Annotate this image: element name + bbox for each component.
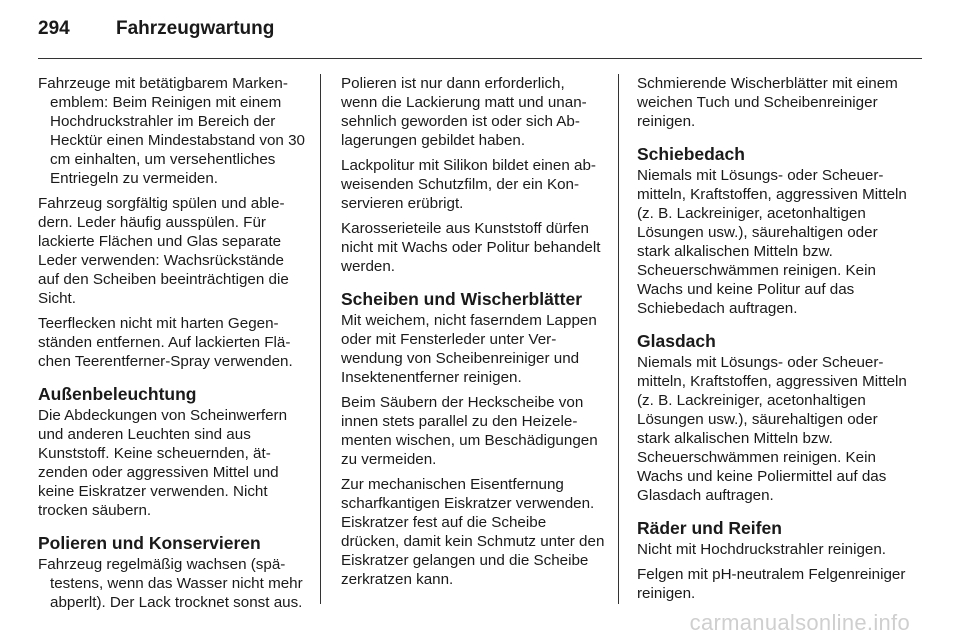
paragraph: Zur mechanischen Eisentfernung scharfkantigen Eiskratzer verwenden. Eiskratzer fest auf die Scheibe drücken, damit kein Schmutz unter den Eiskratzer gelangen und die Scheibe zerkratzen kann.: [341, 476, 605, 588]
paragraph: Karosserieteile aus Kunststoff dürfen nicht mit Wachs oder Politur behandelt werden.: [341, 220, 601, 275]
paragraph: Schmierende Wischerblätter mit einem weichen Tuch und Scheibenreiniger reinigen.: [637, 75, 898, 130]
page-header: [38, 18, 274, 48]
section-heading: Glasdach: [637, 331, 716, 351]
paragraph: Fahrzeug sorgfältig spülen und abledern. Leder häufig ausspülen. Für lackierte Flächen und Glas separate Leder verwenden: Wachsrückstände auf den Scheiben beeinträchtigen die Sicht.: [38, 195, 289, 307]
watermark: carmanualsonline.info: [689, 610, 910, 635]
section-heading: Außenbeleuchtung: [38, 384, 197, 404]
section-heading: Schiebedach: [637, 144, 745, 164]
paragraph: Lackpolitur mit Silikon bildet einen abweisenden Schutzfilm, der ein Konservieren erübrigt.: [341, 157, 596, 212]
paragraph: Nicht mit Hochdruckstrahler reinigen.: [637, 541, 886, 558]
paragraph: Niemals mit Lösungs- oder Scheuermitteln, Kraftstoffen, aggressiven Mitteln (z. B. Lackreiniger, acetonhaltigen Lösungen usw.), säurehaltigen oder stark alkalischen Mitteln bzw. Scheuerschwämmen reinigen. Kein Wachs und keine Politur auf das Schiebedach auftragen.: [637, 167, 907, 317]
header-rule: [38, 58, 922, 59]
paragraph: Mit weichem, nicht faserndem Lappen oder mit Fensterleder unter Verwendung von Scheibenreiniger und Insektenentferner reinigen.: [341, 312, 597, 386]
paragraph: Polieren ist nur dann erforderlich, wenn die Lackierung matt und unansehnlich geworden ist oder sich Ablagerungen gebildet haben.: [341, 75, 587, 149]
section-heading: Räder und Reifen: [637, 518, 782, 538]
page-number: 294: [38, 18, 70, 39]
column-3: [637, 74, 907, 609]
column-divider: [618, 74, 619, 604]
section-heading: Scheiben und Wischerblätter: [341, 289, 583, 309]
section-heading: Polieren und Konservieren: [38, 533, 261, 553]
page-title: Fahrzeugwartung: [116, 18, 275, 39]
paragraph: Felgen mit pH-neutralem Felgenreiniger reinigen.: [637, 566, 906, 602]
paragraph: Niemals mit Lösungs- oder Scheuermitteln, Kraftstoffen, aggressiven Mitteln (z. B. Lackreiniger, acetonhaltigen Lösungen usw.), säurehaltigen oder stark alkalischen Mitteln bzw. Scheuerschwämmen reinigen. Kein Wachs und keine Poliermittel auf das Glasdach auftragen.: [637, 354, 907, 504]
paragraph: Die Abdeckungen von Scheinwerfern und anderen Leuchten sind aus Kunststoff. Keine scheuernden, ätzenden oder aggressiven Mittel und keine Eiskratzer verwenden. Nicht trocken säubern.: [38, 407, 288, 519]
paragraph: Teerflecken nicht mit harten Gegenständen entfernen. Auf lackierten Flächen Teerentferner-Spray verwenden.: [38, 315, 293, 370]
paragraph: Fahrzeug regelmäßig wachsen (spätestens, wenn das Wasser nicht mehr abperlt). Der Lack trocknet sonst aus.: [38, 556, 303, 611]
paragraph: Beim Säubern der Heckscheibe von innen stets parallel zu den Heizelementen wischen, um Beschädigungen zu vermeiden.: [341, 394, 598, 468]
column-divider: [320, 74, 321, 604]
paragraph: Fahrzeuge mit betätigbarem Markenemblem: Beim Reinigen mit einem Hochdruckstrahler im Bereich der Hecktür einen Mindestabstand von 30 cm einhalten, um versehentliches Entriegeln zu vermeiden.: [38, 75, 305, 187]
column-2: [341, 74, 605, 595]
column-1: [38, 74, 308, 618]
